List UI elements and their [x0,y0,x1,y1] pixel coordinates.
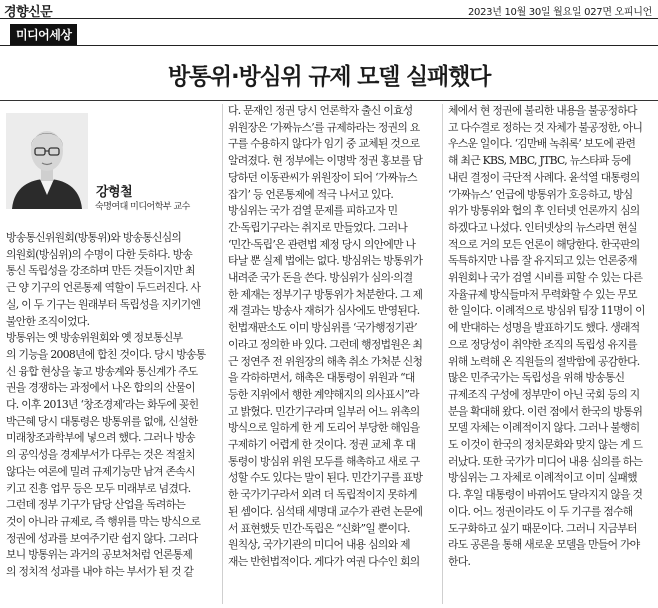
article-line: 고 다수결로 정하는 것 자체가 불공정한, 아니 [448,120,643,134]
article-line: 우스운 일이다. ‘김만배 녹취록’ 보도에 관련 [448,137,636,151]
article-line: 것이 아니라 규제로, 즉 행위를 막는 방식으로 [6,514,201,528]
article-line: 하겠다고 나섰다. 인터넷상의 뉴스라면 현실 [448,220,637,234]
article-line: 규제조직 구성에 정부만이 아닌 국회 등의 지 [448,387,640,401]
article-line: 등한 지위에서 행한 계약해지의 의사표시”라 [228,387,419,401]
article-line: 러났다. 또한 국가가 미디어 내용 심의를 하는 [448,454,643,468]
article-line: 체에서 현 정권에 불리한 내용을 불공정하다 [448,104,637,117]
headline-divider [0,100,658,101]
section-divider [0,45,658,46]
article-line: 정권에 성과를 보여주기란 쉽지 않다. 그러다 [6,531,198,545]
issue-info: 2023년 10월 30일 월요일 027면 오피니언 [467,7,652,18]
masthead [0,0,658,19]
article-line: 박근혜 당시 대통령은 방통위를 없애, 신설한 [6,414,198,428]
article-line: 의 공익성을 경제부서가 다루는 것은 적절치 [6,448,195,462]
article-line: 근 정연주 전 위원장의 해촉 취소 가처분 신청 [228,354,423,368]
article-line: 도 이것이 한국의 정치문화와 맞지 않는 게 드 [448,438,643,452]
article-line: 자율규제 방식들마저 무력화할 수 있는 무모 [448,287,637,301]
article-line: 잡기’ 등 언론통제에 적극 나서고 있다. [228,187,394,201]
author-title: 숙명여대 미디어학부 교수 [95,202,190,212]
section-label: 미디어세상 [10,24,77,45]
article-line: 고 밝혔다. 민간기구라며 일부러 어느 위촉의 [228,404,420,418]
article-line: 키고 진흥 업무 등은 모두 미래부로 넘겼다. [6,481,191,495]
article-line: 내려준 국가 돈을 쓴다. 방심위가 심의·의결 [228,271,413,285]
article-line: 권을 경쟁하는 과정에서 나온 합의의 산물이 [6,381,195,395]
column-divider [222,104,223,604]
article-line: 구제하기 어렵게 한 것이다. 정권 교체 후 대 [228,438,416,452]
article-line: 의 정치적 성과를 내야 하는 부서가 된 것 같 [6,565,194,579]
article-line: 방통위는 옛 방송위원회와 옛 정보통신부 [6,331,183,345]
article-line: 독특하지만 나름 잘 유지되고 있는 언론중재 [448,254,637,268]
article-line: 실, 이 두 기구는 원래부터 독립성을 지키기엔 [6,297,201,311]
article-line: 당하던 이동관씨가 위원장이 되어 ‘가짜뉴스 [228,170,417,184]
article-line: 그런데 정부 기구가 담당 산업을 독려하는 [6,498,186,512]
article-line: 위원장은 ‘가짜뉴스’를 규제하라는 정권의 요 [228,120,420,134]
article-line: 미래창조과학부에 넣으려 했다. 그러나 방송 [6,431,195,445]
article-line: 을 각하하면서, 해촉은 대통령이 위원과 “대 [228,371,415,385]
article-line: 보니 방통위는 과거의 공보처처럼 언론통제 [6,548,193,562]
article-line: 헌법재판소도 이미 방심위를 ‘국가행정기관’ [228,321,417,335]
article-line: 적으로 거의 모든 언론이 해당한다. 한국판의 [448,237,640,251]
article-line: 간·독립기구라는 취지로 만들었다. 그러나 [228,220,408,234]
article-line: 방식으로 일하게 한 게 도리어 부당한 해임을 [228,421,420,435]
article-line: 의 기능을 2008년에 합친 것이다. 당시 방송통 [6,347,206,361]
article-line: 다. 문재인 정권 당시 언론학자 출신 이효성 [228,104,413,117]
article-line: 서 표현했듯 민간·독립은 “신화”일 뿐이다. [228,521,410,535]
article-line: 한다. [448,554,471,568]
article-line: 위원회나 국가 검열 시비를 피할 수 있는 다른 [448,271,643,285]
article-column-1 [6,230,218,581]
article-line: 방심위는 그 자체로 이례적이고 이미 실패했 [448,471,637,485]
article-line: ‘가짜뉴스’ 언급에 방통위가 호응하고, 방심 [448,187,633,201]
article-line: 근 양 기구의 언론통제 역할이 두드러진다. 사 [6,281,201,295]
article-line: 신 융합 현상을 놓고 방송계와 통신계가 주도 [6,364,198,378]
column-divider [442,104,443,604]
article-line: 방심위는 국가 검열 문제를 피하고자 민 [228,204,398,218]
article-line: 이라고 정의한 바 있다. 그런데 행정법원은 최 [228,337,423,351]
article-line: 에 반대하는 성명을 발표하기도 했다. 생래적 [448,321,640,335]
article-line: 알려졌다. 현 정부에는 이명박 정권 홍보를 담 [228,154,423,168]
article-line: 위해 노력해 온 직원들의 절박함에 공감한다. [448,354,640,368]
article-line: 다. 후일 대통령이 바뀌어도 달라지지 않을 것 [448,488,643,502]
article-line: 의원회(방심위)의 수명이 다한 듯하다. 방송 [6,247,193,261]
article-line: 성할 수도 있다는 말이 된다. 민간기구를 표방 [228,471,423,485]
article-line: 불안한 조직이었다. [6,314,90,328]
author-photo [6,113,88,209]
author-portrait-icon [6,113,88,209]
article-line: 많은 민주국가는 독립성을 위해 방송통신 [448,371,625,385]
article-line: 모델 자체는 이례적이지 않다. 그러나 불행히 [448,421,640,435]
article-line: 된 셈이다. 심석태 세명대 교수가 관련 논문에 [228,504,423,518]
article-column-2 [228,103,438,571]
headline: 방통위·방심위 규제 모델 실패했다 [167,64,491,90]
author-name: 강형철 [96,185,133,200]
article-line: ‘민간·독립’은 관련법 제정 당시 의안에만 나 [228,237,416,251]
article-line: 원칙상, 국가기관의 미디어 내용 심의와 제 [228,538,410,552]
article-line: 분을 확대해 왔다. 이런 점에서 한국의 방통위 [448,404,643,418]
article-line: 다. 이후 2013년 ‘창조경제’라는 화두에 꽂힌 [6,398,199,412]
article-line: 으로 정당성이 취약한 조직의 독립성 유지를 [448,337,637,351]
article-line: 라도 공론을 통해 새로운 모델을 만들어 가야 [448,538,640,552]
article-line: 한 일이다. 이례적으로 방심위 팀장 11명이 이 [448,304,645,318]
article-line: 방송통신위원회(방통위)와 방송통신심의 [6,231,182,244]
article-line: 내린 결정이 극단적 사례다. 윤석열 대통령의 [448,170,640,184]
article-line: 타날 뿐 실제 법에는 없다. 방심위는 방통위가 [228,254,423,268]
article-line: 않다는 여론에 밀려 규제기능만 남겨 존속시 [6,464,195,478]
article-line: 도구화하고 싶기 때문이다. 그러니 지금부터 [448,521,637,535]
article-line: 한 제재는 정부기구 방통위가 처분한다. 그 제 [228,287,423,301]
article-line: 통신 독립성을 강조하며 만든 것들이지만 최 [6,264,195,278]
article-line: 통령이 방심위 위원 모두를 해촉하고 새로 구 [228,454,420,468]
article-line: 한 국가기구라서 외려 더 독립적이지 못하게 [228,488,417,502]
article-line: 재 결과는 방송사 재허가 심사에도 반영된다. [228,304,420,318]
article-line: 이다. 어느 정권이라도 이 두 기구를 점수해 [448,504,633,518]
article-line: 위가 방통위와 협의 후 인터넷 언론까지 심의 [448,204,640,218]
article-column-3 [448,103,654,571]
newspaper-name: 경향신문 [4,5,53,20]
article-line: 재는 반헌법적이다. 게다가 여권 다수인 회의 [228,554,420,568]
article-line: 해 최근 KBS, MBC, JTBC, 뉴스타파 등에 [448,154,631,168]
article-line: 구를 수용하지 않다가 임기 중 교체된 것으로 [228,137,420,151]
